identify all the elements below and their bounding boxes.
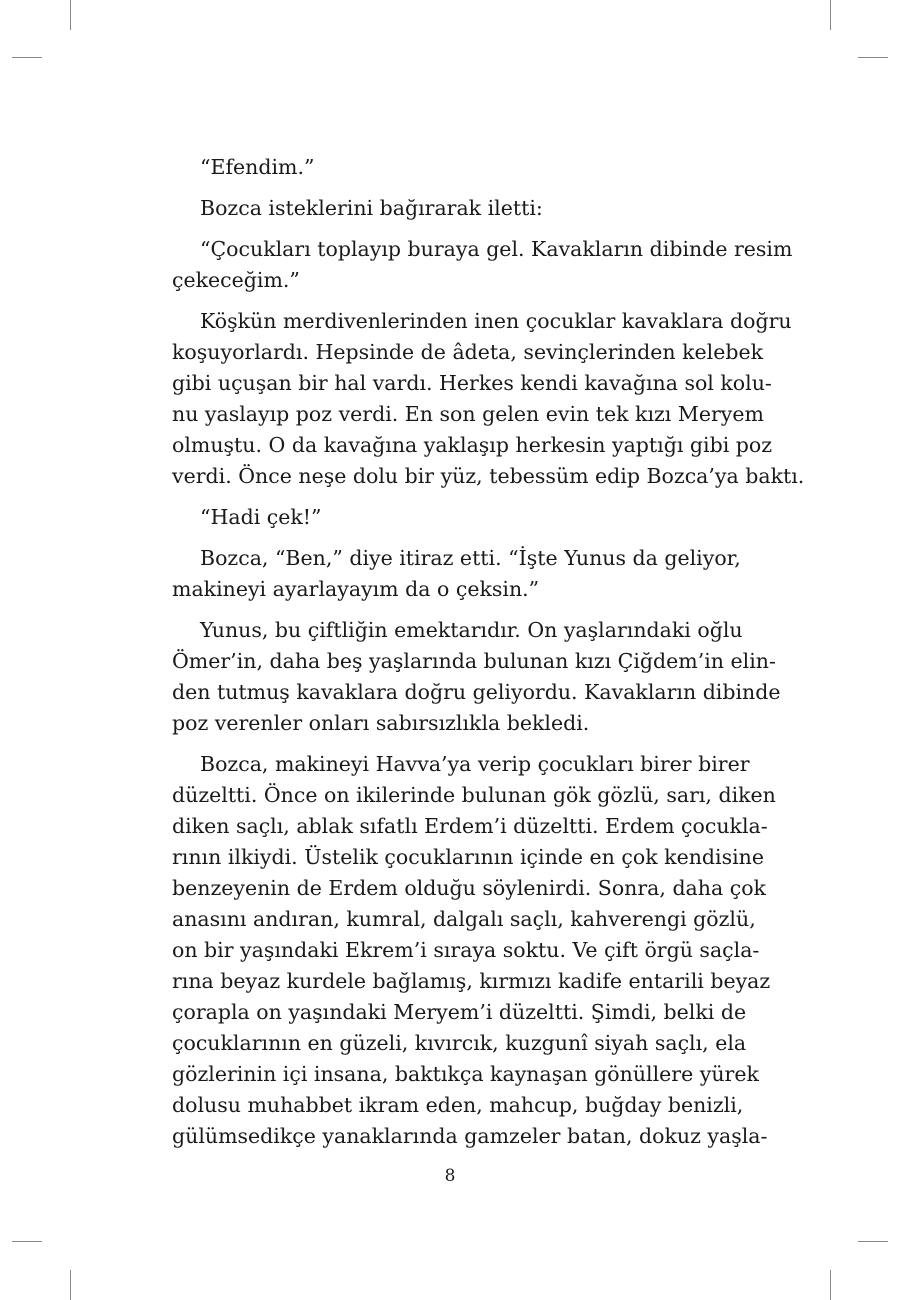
text-line: rının ilkiydi. Üstelik çocuklarının içinde en çok kendisine <box>172 845 765 869</box>
text-line: den tutmuş kavaklara doğru geliyordu. Kavakların dibinde <box>172 680 781 704</box>
text-line: benzeyenin de Erdem olduğu söylenirdi. Sonra, daha çok <box>172 876 766 900</box>
text-line: koşuyorlardı. Hepsinde de âdeta, sevinçlerinden kelebek <box>172 340 764 364</box>
text-line: dolusu muhabbet ikram eden, mahcup, buğday benizli, <box>172 1093 744 1117</box>
paragraph <box>172 615 781 739</box>
text-line: nu yaslayıp poz verdi. En son gelen evin tek kızı Meryem <box>172 402 764 426</box>
text-line: olmuştu. O da kavağına yaklaşıp herkesin yaptığı gibi poz <box>172 433 773 457</box>
text-line: çekeceğim.” <box>172 268 300 292</box>
text-line: rına beyaz kurdele bağlamış, kırmızı kadife entarili beyaz <box>172 969 771 993</box>
crop-mark <box>830 0 831 30</box>
text-line: gözlerinin içi insana, baktıkça kaynaşan gönüllere yürek <box>172 1062 759 1086</box>
paragraph <box>172 502 718 533</box>
text-line: gülümsedikçe yanaklarında gamzeler batan, dokuz yaşla- <box>172 1124 768 1148</box>
text-line: diken saçlı, ablak sıfatlı Erdem’i düzeltti. Erdem çocukla- <box>172 814 768 838</box>
text-line: makineyi ayarlayayım da o çeksin.” <box>172 577 540 601</box>
paragraph <box>172 193 718 224</box>
text-line: on bir yaşındaki Ekrem’i sıraya soktu. Ve çift örgü saçla- <box>172 938 760 962</box>
text-line: düzeltti. Önce on ikilerinde bulunan gök gözlü, sarı, diken <box>172 783 776 807</box>
text-line: Ömer’in, daha beş yaşlarında bulunan kızı Çiğdem’in elin- <box>172 649 776 673</box>
crop-mark <box>70 1270 71 1300</box>
paragraph <box>172 306 805 492</box>
page-number: 8 <box>444 1166 456 1186</box>
crop-mark <box>858 1241 888 1242</box>
text-line: Bozca, “Ben,” diye itiraz etti. “İşte Yunus da geliyor, <box>200 546 741 570</box>
text-line: verdi. Önce neşe dolu bir yüz, tebessüm edip Bozca’ya baktı. <box>172 464 805 488</box>
text-line: Yunus, bu çiftliğin emektarıdır. On yaşlarındaki oğlu <box>200 618 743 642</box>
text-line: gibi uçuşan bir hal vardı. Herkes kendi kavağına sol kolu- <box>172 371 772 395</box>
text-line: çorapla on yaşındaki Meryem’i düzeltti. Şimdi, belki de <box>172 1000 747 1024</box>
crop-mark <box>12 1241 42 1242</box>
paragraph <box>172 152 718 183</box>
paragraph <box>172 749 776 1152</box>
text-line: çocuklarının en güzeli, kıvırcık, kuzgunî siyah saçlı, ela <box>172 1031 747 1055</box>
text-line: poz verenler onları sabırsızlıkla bekledi. <box>172 711 590 735</box>
text-line: Bozca, makineyi Havva’ya verip çocukları birer birer <box>200 752 750 776</box>
crop-mark <box>830 1270 831 1300</box>
text-line: “Efendim.” <box>200 155 315 179</box>
paragraph <box>172 234 793 296</box>
crop-mark <box>12 57 42 58</box>
text-line: Köşkün merdivenlerinden inen çocuklar kavaklara doğru <box>200 309 792 333</box>
crop-mark <box>70 0 71 30</box>
text-line: Bozca isteklerini bağırarak iletti: <box>200 196 543 220</box>
text-line: “Çocukları toplayıp buraya gel. Kavakların dibinde resim <box>200 237 793 261</box>
paragraph <box>172 543 741 605</box>
text-line: “Hadi çek!” <box>200 505 322 529</box>
body-text <box>172 152 805 1162</box>
crop-mark <box>858 57 888 58</box>
text-line: anasını andıran, kumral, dalgalı saçlı, kahverengi gözlü, <box>172 907 756 931</box>
